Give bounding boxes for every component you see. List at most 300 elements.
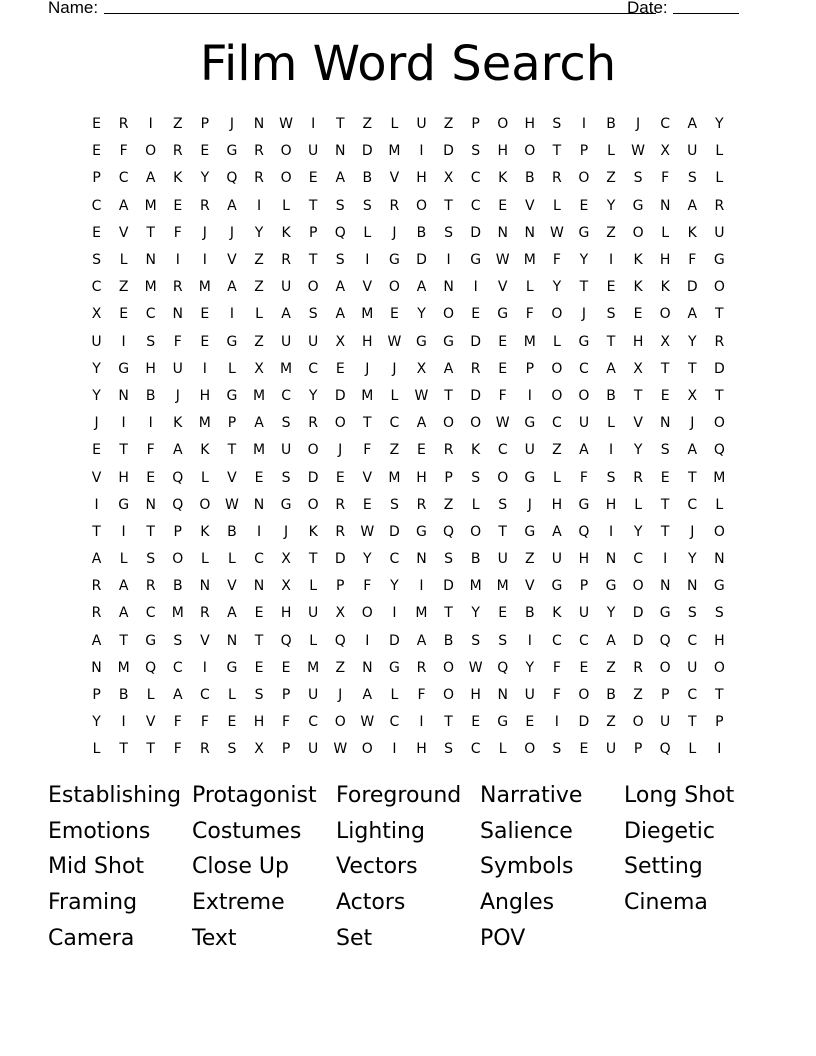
grid-letter[interactable]: E (525, 714, 535, 731)
grid-letter[interactable]: C (389, 415, 400, 432)
grid-letter[interactable]: G (226, 333, 238, 350)
grid-letter[interactable]: X (335, 333, 346, 350)
grid-letter[interactable]: P (92, 687, 101, 704)
grid-letter[interactable]: U (416, 116, 427, 133)
grid-letter[interactable]: A (687, 116, 698, 133)
grid-letter[interactable]: F (173, 741, 182, 758)
grid-letter[interactable]: A (606, 632, 616, 649)
grid-letter[interactable]: U (308, 333, 319, 350)
grid-letter[interactable]: A (172, 442, 183, 459)
grid-letter[interactable]: J (94, 415, 99, 432)
grid-letter[interactable]: S (281, 415, 291, 432)
grid-letter[interactable]: U (551, 551, 562, 568)
grid-letter[interactable]: Z (633, 687, 643, 704)
grid-letter[interactable]: O (307, 442, 319, 459)
grid-letter[interactable]: N (362, 659, 373, 676)
grid-letter[interactable]: B (606, 687, 616, 704)
grid-letter[interactable]: D (389, 632, 400, 649)
grid-letter[interactable]: P (633, 741, 643, 758)
grid-letter[interactable]: R (633, 469, 643, 486)
grid-letter[interactable]: Z (443, 116, 454, 133)
grid-letter[interactable]: W (360, 523, 375, 540)
grid-letter[interactable]: V (362, 469, 373, 486)
grid-letter[interactable]: A (552, 523, 562, 540)
grid-letter[interactable]: C (660, 116, 671, 133)
grid-letter[interactable]: F (200, 714, 209, 731)
grid-letter[interactable]: J (229, 224, 234, 241)
grid-letter[interactable]: U (714, 224, 725, 241)
grid-letter[interactable]: M (198, 415, 211, 432)
grid-letter[interactable]: Z (118, 279, 129, 296)
grid-letter[interactable]: D (470, 387, 482, 404)
grid-letter[interactable]: G (226, 387, 238, 404)
grid-letter[interactable]: X (660, 333, 670, 350)
grid-letter[interactable]: G (497, 714, 509, 731)
grid-letter[interactable]: Q (713, 442, 725, 459)
grid-letter[interactable]: X (254, 360, 264, 377)
grid-letter[interactable]: M (496, 578, 509, 595)
grid-letter[interactable]: N (497, 224, 508, 241)
grid-letter[interactable]: R (470, 360, 481, 377)
grid-letter[interactable]: B (172, 578, 183, 595)
grid-letter[interactable]: L (309, 632, 318, 649)
grid-letter[interactable]: L (255, 306, 263, 323)
grid-letter[interactable]: D (470, 224, 482, 241)
grid-letter[interactable]: Y (390, 578, 399, 595)
grid-letter[interactable]: E (335, 360, 345, 377)
grid-letter[interactable]: P (525, 360, 535, 377)
grid-letter[interactable]: L (119, 252, 128, 269)
grid-letter[interactable]: G (118, 496, 130, 513)
grid-letter[interactable]: V (227, 469, 237, 486)
grid-letter[interactable]: M (523, 252, 536, 269)
grid-letter[interactable]: B (470, 551, 481, 568)
grid-letter[interactable]: U (578, 415, 590, 432)
grid-letter[interactable]: U (687, 659, 698, 676)
grid-letter[interactable]: B (227, 523, 237, 540)
grid-letter[interactable]: R (714, 197, 725, 214)
grid-letter[interactable]: N (659, 578, 671, 595)
grid-letter[interactable]: I (202, 252, 207, 269)
grid-letter[interactable]: O (280, 170, 292, 187)
grid-letter[interactable]: B (416, 224, 427, 241)
grid-letter[interactable]: C (470, 170, 481, 187)
grid-letter[interactable]: U (524, 442, 535, 459)
grid-letter[interactable]: U (308, 605, 319, 622)
grid-letter[interactable]: E (471, 714, 481, 731)
grid-letter[interactable]: I (256, 523, 262, 540)
grid-letter[interactable]: T (119, 741, 128, 758)
grid-letter[interactable]: I (121, 523, 126, 540)
grid-letter[interactable]: U (308, 687, 319, 704)
grid-letter[interactable]: L (390, 116, 399, 133)
grid-letter[interactable]: I (175, 252, 180, 269)
grid-letter[interactable]: P (92, 170, 101, 187)
grid-letter[interactable]: H (470, 687, 481, 704)
grid-letter[interactable]: T (552, 143, 562, 160)
grid-letter[interactable]: P (579, 578, 589, 595)
grid-letter[interactable]: Q (659, 632, 671, 649)
grid-letter[interactable]: O (172, 551, 184, 568)
grid-letter[interactable]: Y (633, 442, 643, 459)
grid-letter[interactable]: C (470, 197, 481, 214)
grid-letter[interactable]: Q (172, 496, 184, 513)
grid-letter[interactable]: O (713, 279, 725, 296)
grid-letter[interactable]: T (308, 197, 318, 214)
grid-letter[interactable]: C (470, 741, 481, 758)
grid-letter[interactable]: G (659, 605, 671, 622)
grid-letter[interactable]: I (121, 714, 126, 731)
grid-letter[interactable]: M (280, 360, 293, 377)
grid-letter[interactable]: L (363, 224, 372, 241)
grid-letter[interactable]: R (443, 442, 454, 459)
grid-letter[interactable]: P (336, 578, 345, 595)
grid-letter[interactable]: S (444, 551, 453, 568)
grid-letter[interactable]: M (252, 387, 266, 404)
grid-letter[interactable]: R (172, 143, 183, 160)
grid-letter[interactable]: A (443, 360, 454, 377)
grid-letter[interactable]: N (91, 659, 102, 676)
grid-letter[interactable]: W (333, 741, 348, 758)
grid-letter[interactable]: Z (335, 659, 346, 676)
grid-letter[interactable]: W (549, 224, 564, 241)
grid-letter[interactable]: R (714, 333, 725, 350)
grid-letter[interactable]: S (687, 170, 697, 187)
grid-letter[interactable]: O (145, 143, 157, 160)
grid-letter[interactable]: X (660, 143, 670, 160)
grid-letter[interactable]: Z (254, 279, 264, 296)
grid-letter[interactable]: N (253, 496, 265, 513)
grid-letter[interactable]: K (633, 279, 643, 296)
grid-letter[interactable]: V (389, 170, 400, 187)
grid-letter[interactable]: F (688, 252, 697, 269)
grid-letter[interactable]: T (660, 496, 670, 513)
grid-letter[interactable]: M (117, 659, 130, 676)
grid-letter[interactable]: O (524, 143, 536, 160)
grid-letter[interactable]: C (308, 714, 319, 731)
grid-letter[interactable]: T (633, 387, 643, 404)
grid-letter[interactable]: E (200, 143, 210, 160)
grid-letter[interactable]: D (443, 578, 454, 595)
grid-letter[interactable]: N (172, 306, 184, 323)
grid-letter[interactable]: R (199, 197, 210, 214)
grid-letter[interactable]: E (389, 306, 399, 323)
grid-letter[interactable]: Y (687, 551, 697, 568)
grid-letter[interactable]: U (308, 143, 319, 160)
grid-letter[interactable]: U (497, 551, 508, 568)
grid-letter[interactable]: I (148, 116, 153, 133)
grid-letter[interactable]: U (172, 360, 183, 377)
grid-letter[interactable]: V (118, 224, 129, 241)
grid-letter[interactable]: E (335, 469, 345, 486)
grid-letter[interactable]: P (444, 469, 453, 486)
grid-letter[interactable]: O (443, 415, 455, 432)
grid-letter[interactable]: L (607, 143, 615, 160)
date-blank-line[interactable] (673, 13, 739, 14)
grid-letter[interactable]: H (280, 605, 292, 622)
grid-letter[interactable]: I (608, 442, 614, 459)
grid-letter[interactable]: E (633, 306, 643, 323)
grid-letter[interactable]: M (144, 197, 157, 214)
grid-letter[interactable]: L (552, 469, 561, 486)
grid-letter[interactable]: B (118, 687, 129, 704)
grid-letter[interactable]: M (171, 605, 184, 622)
grid-letter[interactable]: J (690, 523, 695, 540)
grid-letter[interactable]: G (226, 659, 238, 676)
grid-letter[interactable]: E (579, 741, 589, 758)
grid-letter[interactable]: G (605, 578, 617, 595)
grid-letter[interactable]: M (144, 279, 157, 296)
grid-letter[interactable]: Y (687, 333, 697, 350)
grid-letter[interactable]: U (524, 687, 535, 704)
grid-letter[interactable]: T (715, 687, 724, 704)
grid-letter[interactable]: D (389, 523, 400, 540)
grid-letter[interactable]: C (254, 551, 264, 568)
grid-letter[interactable]: L (228, 551, 236, 568)
grid-letter[interactable]: A (416, 415, 427, 432)
grid-letter[interactable]: W (387, 333, 402, 350)
grid-letter[interactable]: N (443, 279, 454, 296)
grid-letter[interactable]: K (281, 224, 291, 241)
grid-letter[interactable]: O (443, 306, 455, 323)
grid-letter[interactable]: Y (525, 659, 535, 676)
grid-letter[interactable]: S (362, 197, 372, 214)
grid-letter[interactable]: W (468, 659, 483, 676)
grid-letter[interactable]: U (280, 333, 292, 350)
grid-letter[interactable]: P (281, 687, 291, 704)
grid-letter[interactable]: N (253, 116, 265, 133)
grid-letter[interactable]: C (633, 551, 643, 568)
grid-letter[interactable]: O (551, 360, 563, 377)
grid-letter[interactable]: L (200, 551, 209, 568)
grid-letter[interactable]: R (416, 659, 427, 676)
grid-letter[interactable]: D (443, 143, 454, 160)
grid-letter[interactable]: O (334, 415, 346, 432)
grid-letter[interactable]: L (390, 687, 399, 704)
grid-letter[interactable]: E (173, 197, 183, 214)
grid-letter[interactable]: T (660, 360, 670, 377)
grid-letter[interactable]: C (308, 360, 319, 377)
grid-letter[interactable]: C (687, 687, 698, 704)
grid-letter[interactable]: M (307, 659, 320, 676)
grid-letter[interactable]: A (606, 360, 616, 377)
grid-letter[interactable]: W (495, 252, 510, 269)
grid-letter[interactable]: I (365, 252, 370, 269)
grid-letter[interactable]: V (362, 279, 373, 296)
grid-letter[interactable]: A (227, 197, 237, 214)
grid-letter[interactable]: S (335, 197, 345, 214)
grid-letter[interactable]: O (361, 741, 373, 758)
grid-letter[interactable]: L (607, 415, 615, 432)
grid-letter[interactable]: D (334, 551, 346, 568)
grid-letter[interactable]: U (280, 279, 292, 296)
grid-letter[interactable]: P (471, 116, 480, 133)
grid-letter[interactable]: G (524, 523, 536, 540)
grid-letter[interactable]: W (225, 496, 239, 513)
grid-letter[interactable]: N (335, 143, 346, 160)
grid-letter[interactable]: Y (92, 387, 101, 404)
grid-letter[interactable]: K (471, 442, 481, 459)
grid-letter[interactable]: Q (497, 659, 509, 676)
grid-letter[interactable]: J (365, 360, 370, 377)
grid-letter[interactable]: O (551, 306, 563, 323)
grid-letter[interactable]: E (92, 442, 101, 459)
grid-letter[interactable]: J (338, 687, 343, 704)
grid-letter[interactable]: I (419, 714, 424, 731)
grid-letter[interactable]: Z (606, 170, 616, 187)
grid-letter[interactable]: Y (715, 116, 724, 133)
grid-letter[interactable]: G (118, 360, 130, 377)
grid-letter[interactable]: R (552, 170, 562, 187)
grid-letter[interactable]: W (360, 714, 375, 731)
grid-letter[interactable]: Y (254, 224, 264, 241)
grid-letter[interactable]: C (145, 306, 156, 323)
grid-letter[interactable]: O (307, 496, 319, 513)
grid-letter[interactable]: Y (417, 306, 426, 323)
grid-letter[interactable]: F (146, 442, 155, 459)
grid-letter[interactable]: K (173, 415, 183, 432)
grid-letter[interactable]: C (389, 551, 400, 568)
grid-letter[interactable]: A (227, 605, 237, 622)
grid-letter[interactable]: B (145, 387, 156, 404)
grid-letter[interactable]: R (281, 252, 291, 269)
grid-letter[interactable]: Y (606, 197, 616, 214)
grid-letter[interactable]: V (200, 632, 210, 649)
grid-letter[interactable]: H (416, 741, 427, 758)
grid-letter[interactable]: E (498, 360, 508, 377)
grid-letter[interactable]: E (92, 143, 101, 160)
grid-letter[interactable]: O (659, 659, 671, 676)
grid-letter[interactable]: O (415, 197, 427, 214)
grid-letter[interactable]: D (361, 143, 373, 160)
grid-letter[interactable]: I (554, 714, 559, 731)
grid-letter[interactable]: E (308, 170, 318, 187)
grid-letter[interactable]: C (579, 360, 589, 377)
grid-letter[interactable]: A (281, 306, 291, 323)
grid-letter[interactable]: O (334, 714, 346, 731)
grid-letter[interactable]: J (202, 224, 207, 241)
grid-letter[interactable]: W (414, 387, 429, 404)
grid-letter[interactable]: E (417, 442, 426, 459)
grid-letter[interactable]: D (307, 469, 319, 486)
grid-letter[interactable]: Z (606, 224, 616, 241)
grid-letter[interactable]: B (606, 387, 616, 404)
grid-letter[interactable]: C (172, 659, 183, 676)
grid-letter[interactable]: N (687, 578, 698, 595)
grid-letter[interactable]: P (227, 415, 237, 432)
grid-letter[interactable]: V (91, 469, 102, 486)
grid-letter[interactable]: A (91, 551, 102, 568)
grid-letter[interactable]: I (419, 578, 424, 595)
grid-letter[interactable]: Z (606, 714, 616, 731)
grid-letter[interactable]: L (119, 551, 128, 568)
grid-letter[interactable]: K (552, 605, 562, 622)
grid-letter[interactable]: L (661, 224, 670, 241)
grid-letter[interactable]: R (633, 659, 643, 676)
grid-letter[interactable]: R (254, 170, 264, 187)
grid-letter[interactable]: S (444, 224, 453, 241)
grid-letter[interactable]: G (578, 224, 590, 241)
grid-letter[interactable]: T (363, 415, 372, 432)
grid-letter[interactable]: V (227, 252, 237, 269)
grid-letter[interactable]: G (443, 333, 454, 350)
grid-letter[interactable]: Y (579, 252, 589, 269)
grid-letter[interactable]: S (606, 306, 616, 323)
grid-letter[interactable]: O (578, 170, 590, 187)
grid-letter[interactable]: F (173, 224, 182, 241)
grid-letter[interactable]: L (92, 741, 101, 758)
grid-letter[interactable]: F (173, 333, 182, 350)
grid-letter[interactable]: C (91, 279, 102, 296)
grid-letter[interactable]: T (146, 224, 155, 241)
grid-letter[interactable]: T (335, 116, 345, 133)
grid-letter[interactable]: V (227, 578, 237, 595)
name-blank-line[interactable] (104, 13, 656, 14)
grid-letter[interactable]: L (715, 170, 724, 187)
grid-letter[interactable]: E (579, 197, 589, 214)
grid-letter[interactable]: O (578, 687, 590, 704)
grid-letter[interactable]: C (687, 496, 698, 513)
grid-letter[interactable]: Z (362, 116, 373, 133)
grid-letter[interactable]: B (606, 116, 616, 133)
grid-letter[interactable]: I (121, 333, 126, 350)
grid-letter[interactable]: A (227, 279, 237, 296)
grid-letter[interactable]: E (200, 333, 210, 350)
grid-letter[interactable]: R (172, 279, 183, 296)
grid-letter[interactable]: T (715, 306, 724, 323)
grid-letter[interactable]: N (714, 551, 725, 568)
grid-letter[interactable]: G (388, 252, 400, 269)
grid-letter[interactable]: M (198, 279, 211, 296)
grid-letter[interactable]: E (92, 116, 101, 133)
grid-letter[interactable]: I (311, 116, 316, 133)
grid-letter[interactable]: A (687, 197, 698, 214)
grid-letter[interactable]: O (199, 496, 211, 513)
grid-letter[interactable]: H (118, 469, 129, 486)
grid-letter[interactable]: Y (606, 605, 616, 622)
grid-letter[interactable]: Q (145, 659, 157, 676)
grid-letter[interactable]: F (173, 714, 182, 731)
grid-letter[interactable]: R (91, 605, 102, 622)
grid-letter[interactable]: O (578, 387, 590, 404)
grid-letter[interactable]: G (578, 333, 590, 350)
grid-letter[interactable]: H (416, 170, 427, 187)
grid-letter[interactable]: J (392, 224, 397, 241)
grid-letter[interactable]: G (470, 252, 482, 269)
grid-letter[interactable]: F (282, 714, 291, 731)
grid-letter[interactable]: L (471, 496, 480, 513)
grid-letter[interactable]: X (633, 360, 643, 377)
grid-letter[interactable]: G (226, 143, 238, 160)
grid-letter[interactable]: Q (334, 224, 346, 241)
grid-letter[interactable]: P (173, 523, 182, 540)
grid-letter[interactable]: N (659, 197, 671, 214)
grid-letter[interactable]: D (578, 714, 590, 731)
grid-letter[interactable]: S (498, 632, 508, 649)
grid-letter[interactable]: I (392, 741, 397, 758)
grid-letter[interactable]: F (661, 170, 670, 187)
grid-letter[interactable]: R (118, 116, 129, 133)
grid-letter[interactable]: N (253, 578, 265, 595)
grid-letter[interactable]: Z (606, 659, 616, 676)
grid-letter[interactable]: G (280, 496, 292, 513)
grid-letter[interactable]: D (470, 333, 482, 350)
grid-letter[interactable]: C (91, 197, 102, 214)
grid-letter[interactable]: A (118, 197, 129, 214)
grid-letter[interactable]: O (713, 523, 725, 540)
grid-letter[interactable]: N (659, 415, 671, 432)
grid-letter[interactable]: X (91, 306, 102, 323)
